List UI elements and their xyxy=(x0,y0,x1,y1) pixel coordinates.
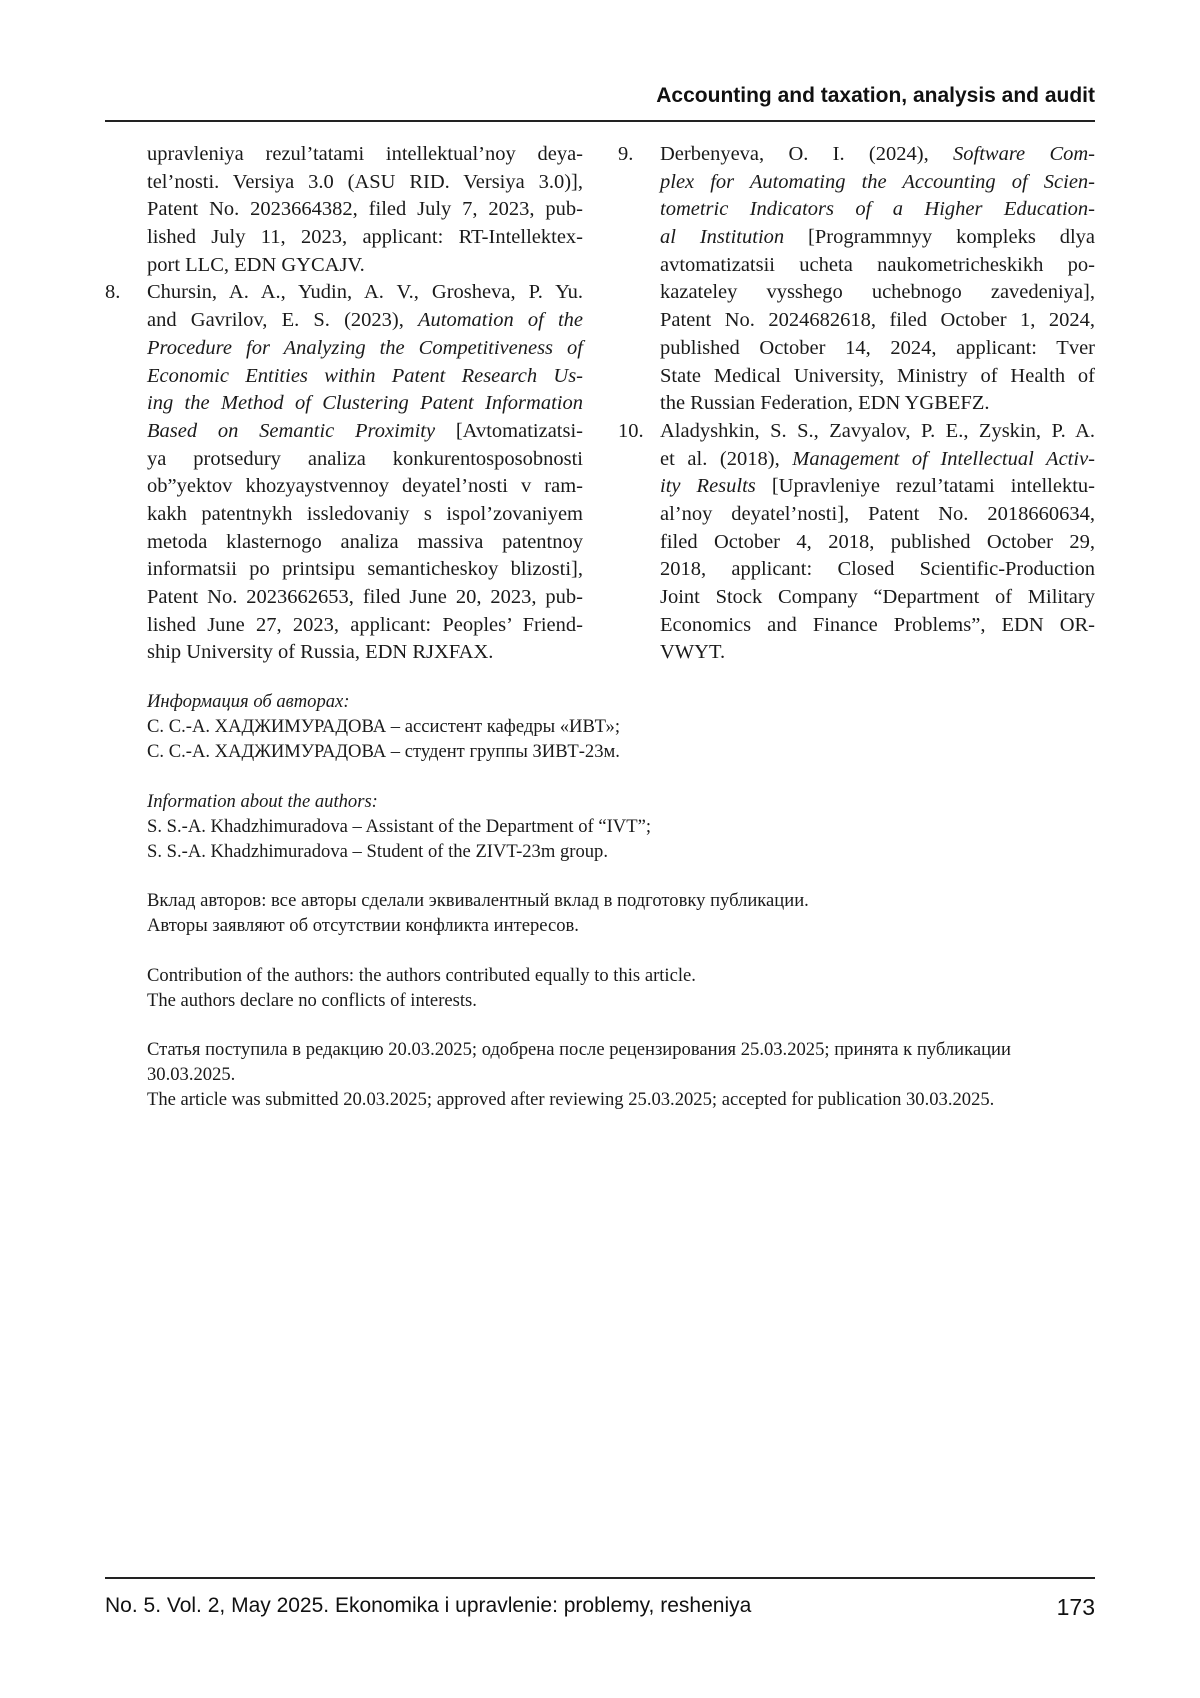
reference-line xyxy=(147,279,583,307)
reference-line xyxy=(147,335,583,363)
reference-text: Aladyshkin, S. S., Zavyalov, P. E., Zyskin, P. A. xyxy=(660,420,1095,442)
reference-line xyxy=(660,252,1095,280)
reference-line xyxy=(660,529,1095,557)
reference-line xyxy=(147,307,583,335)
running-header: Accounting and taxation, analysis and audit xyxy=(656,84,1095,108)
reference-line xyxy=(660,390,1095,418)
reference-line xyxy=(660,473,1095,501)
reference-text: port LLC, EDN GYCAJV. xyxy=(147,254,365,276)
reference-line xyxy=(660,307,1095,335)
reference-text: published October 14, 2024, applicant: Tver xyxy=(660,337,1095,359)
author-information xyxy=(147,689,1097,1112)
reference-line xyxy=(660,446,1095,474)
reference-item xyxy=(618,141,1095,418)
author-info-line-en: S. S.-A. Khadzhimuradova – Assistant of the Department of “IVT”; xyxy=(147,814,1097,839)
reference-text: Patent No. 2024682618, filed October 1, 2024, xyxy=(660,309,1095,331)
reference-number: 9. xyxy=(618,141,633,169)
reference-line xyxy=(660,556,1095,584)
reference-text: Patent No. 2023664382, filed July 7, 2023, pub- xyxy=(147,198,583,220)
reference-line xyxy=(147,584,583,612)
reference-number: 8. xyxy=(105,279,120,307)
reference-text: 2018, applicant: Closed Scientific-Production xyxy=(660,558,1095,580)
reference-item xyxy=(618,418,1095,667)
page-footer xyxy=(105,1594,1095,1621)
reference-text: Patent No. 2023662653, filed June 20, 2023, pub- xyxy=(147,586,583,608)
reference-title-text: ity Results xyxy=(660,475,756,497)
reference-text: filed October 4, 2018, published October 29, xyxy=(660,531,1095,553)
reference-text: ob”yektov khozyaystvennoy deyatel’nosti v ram- xyxy=(147,475,583,497)
conflict-ru: Авторы заявляют об отсутствии конфликта интересов. xyxy=(147,913,1097,938)
reference-line xyxy=(147,501,583,529)
reference-title-text: ing the Method of Clustering Patent Information xyxy=(147,392,583,414)
contribution-ru: Вклад авторов: все авторы сделали эквивалентный вклад в подготовку публикации. xyxy=(147,888,1097,913)
reference-text: ship University of Russia, EDN RJXFAX. xyxy=(147,641,493,663)
reference-title-text: plex for Automating the Accounting of Scien- xyxy=(660,171,1095,193)
reference-text: et al. (2018), xyxy=(660,448,792,470)
reference-text: ya protsedury analiza konkurentosposobnosti xyxy=(147,448,583,470)
references-left-column xyxy=(105,141,583,667)
reference-line xyxy=(147,224,583,252)
reference-line xyxy=(147,169,583,197)
reference-line xyxy=(660,141,1095,169)
reference-line xyxy=(660,584,1095,612)
reference-number: 10. xyxy=(618,418,644,446)
reference-title-text: Procedure for Analyzing the Competitiveness of xyxy=(147,337,583,359)
author-info-line-en: S. S.-A. Khadzhimuradova – Student of the ZIVT-23m group. xyxy=(147,839,1097,864)
reference-line xyxy=(660,612,1095,640)
reference-line xyxy=(660,224,1095,252)
reference-text: [Upravleniye rezul’tatami intellektu- xyxy=(756,475,1095,497)
reference-line xyxy=(660,639,1095,667)
dates-ru-cont: 30.03.2025. xyxy=(147,1062,1097,1087)
reference-line xyxy=(147,446,583,474)
author-info-heading-en: Information about the authors: xyxy=(147,789,1097,814)
reference-line xyxy=(660,418,1095,446)
reference-text: Derbenyeva, O. I. (2024), xyxy=(660,143,953,165)
reference-line xyxy=(660,196,1095,224)
reference-line xyxy=(147,612,583,640)
reference-text: [Avtomatizatsi- xyxy=(435,420,583,442)
page-number: 173 xyxy=(1057,1594,1095,1621)
reference-text: kakh patentnykh issledovaniy s ispol’zovaniyem xyxy=(147,503,583,525)
reference-line xyxy=(147,418,583,446)
journal-citation: No. 5. Vol. 2, May 2025. Ekonomika i upravlenie: problemy, resheniya xyxy=(105,1594,751,1621)
reference-title-text: Software Com- xyxy=(953,143,1095,165)
reference-text: VWYT. xyxy=(660,641,725,663)
author-info-heading-ru: Информация об авторах: xyxy=(147,689,1097,714)
reference-text: [Programmnyy kompleks dlya xyxy=(784,226,1095,248)
reference-text: tel’nosti. Versiya 3.0 (ASU RID. Versiya 3.0)], xyxy=(147,171,583,193)
contribution-en: Contribution of the authors: the authors contributed equally to this article. xyxy=(147,963,1097,988)
reference-item xyxy=(105,279,583,667)
reference-line xyxy=(660,335,1095,363)
author-info-line-ru: С. С.-А. ХАДЖИМУРАДОВА – студент группы ЗИВТ-23м. xyxy=(147,739,1097,764)
reference-line xyxy=(147,252,583,280)
reference-line xyxy=(147,639,583,667)
reference-text: lished July 11, 2023, applicant: RT-Intellektex- xyxy=(147,226,583,248)
reference-line xyxy=(660,363,1095,391)
reference-line xyxy=(147,529,583,557)
reference-text: upravleniya rezul’tatami intellektual’noy deya- xyxy=(147,143,583,165)
reference-line xyxy=(147,390,583,418)
reference-text: Economics and Finance Problems”, EDN OR- xyxy=(660,614,1095,636)
dates-en: The article was submitted 20.03.2025; approved after reviewing 25.03.2025; accepted for publication 30.03.2025. xyxy=(147,1087,1097,1112)
reference-text: al’noy deyatel’nosti], Patent No. 2018660634, xyxy=(660,503,1095,525)
reference-title-text: Economic Entities within Patent Research Us- xyxy=(147,365,583,387)
references-right-column xyxy=(618,141,1095,667)
reference-line xyxy=(147,473,583,501)
reference-line xyxy=(660,169,1095,197)
reference-text: Chursin, A. A., Yudin, A. V., Grosheva, P. Yu. xyxy=(147,281,583,303)
reference-title-text: al Institution xyxy=(660,226,784,248)
reference-title-text: Management of Intellectual Activ- xyxy=(792,448,1095,470)
reference-text: State Medical University, Ministry of Health of xyxy=(660,365,1095,387)
reference-line xyxy=(660,501,1095,529)
reference-line xyxy=(147,363,583,391)
reference-text: metoda klasternogo analiza massiva patentnoy xyxy=(147,531,583,553)
reference-line xyxy=(147,196,583,224)
reference-text: kazateley vysshego uchebnogo zavedeniya], xyxy=(660,281,1095,303)
footer-divider xyxy=(105,1577,1095,1579)
reference-title-text: Automation of the xyxy=(418,309,583,331)
reference-text: Joint Stock Company “Department of Military xyxy=(660,586,1095,608)
header-divider xyxy=(105,120,1095,122)
author-info-line-ru: С. С.-А. ХАДЖИМУРАДОВА – ассистент кафедры «ИВТ»; xyxy=(147,714,1097,739)
reference-text: and Gavrilov, E. S. (2023), xyxy=(147,309,418,331)
reference-title-text: Based on Semantic Proximity xyxy=(147,420,435,442)
reference-text: informatsii po printsipu semanticheskoy blizosti], xyxy=(147,558,583,580)
reference-item xyxy=(105,141,583,279)
reference-line xyxy=(147,141,583,169)
reference-title-text: tometric Indicators of a Higher Education- xyxy=(660,198,1095,220)
reference-line xyxy=(660,279,1095,307)
reference-text: the Russian Federation, EDN YGBEFZ. xyxy=(660,392,989,414)
conflict-en: The authors declare no conflicts of interests. xyxy=(147,988,1097,1013)
dates-ru: Статья поступила в редакцию 20.03.2025; одобрена после рецензирования 25.03.2025; принята к публикации xyxy=(147,1037,1097,1062)
reference-line xyxy=(147,556,583,584)
reference-text: avtomatizatsii ucheta naukometricheskikh po- xyxy=(660,254,1095,276)
reference-text: lished June 27, 2023, applicant: Peoples’ Friend- xyxy=(147,614,583,636)
